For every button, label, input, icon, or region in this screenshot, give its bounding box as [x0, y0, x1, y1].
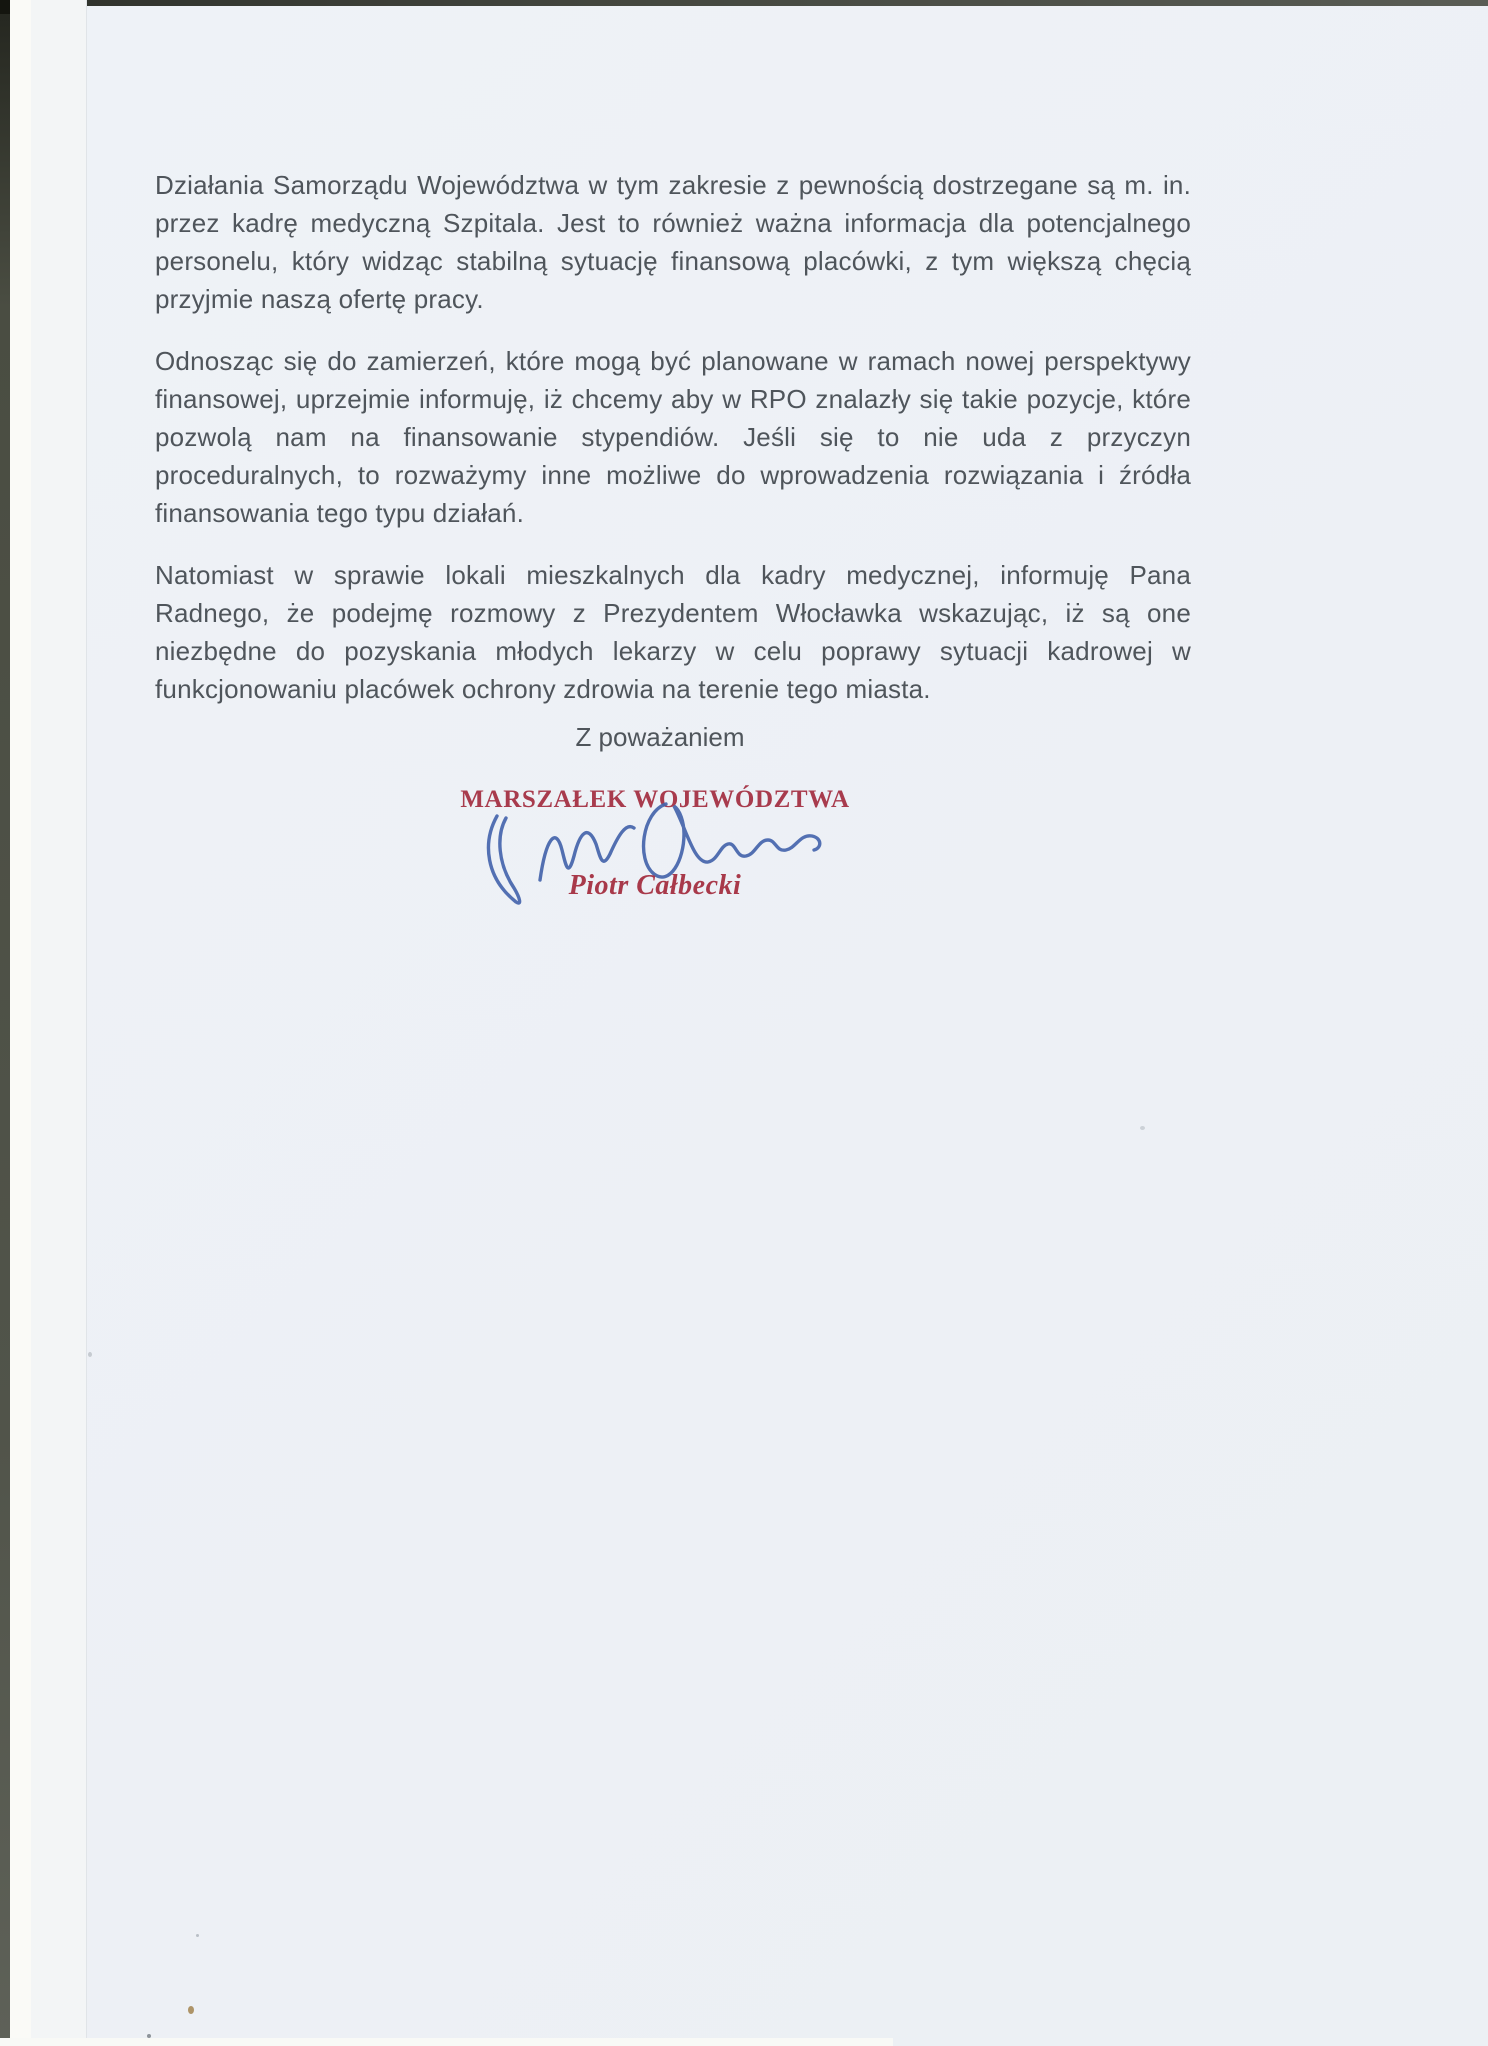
- paper-edge-strip: [31, 0, 87, 2046]
- stamp-title: MARSZAŁEK WOJEWÓDZTWA: [460, 786, 850, 813]
- scan-edge-top: [0, 0, 1488, 6]
- scan-edge-left: [0, 0, 10, 2046]
- dust-speck: [196, 1934, 199, 1937]
- letter-body: [155, 166, 1191, 732]
- scan-edge-bottom: [0, 2038, 893, 2046]
- paragraph: Działania Samorządu Województwa w tym zakresie z pewnością dostrzegane są m. in. przez kadrę medyczną Szpitala. Jest to również ważna informacja dla potencjalnego personelu, który widząc stabilną sytuację finansową placówki, z tym większą chęcią przyjmie naszą ofertę pracy.: [155, 170, 1191, 314]
- paragraph: Odnosząc się do zamierzeń, które mogą być planowane w ramach nowej perspektywy finansowej, uprzejmie informuję, iż chcemy aby w RPO znalazły się takie pozycje, które pozwolą nam na finansowanie stypendiów. Jeśli się to nie uda z przyczyn proceduralnych, to rozważymy inne możliwe do wprowadzenia rozwiązania i źródła finansowania tego typu działań.: [155, 346, 1191, 528]
- dust-speck: [1140, 1126, 1145, 1130]
- dust-speck: [188, 2006, 194, 2014]
- signer-name: Piotr Całbecki: [568, 870, 742, 901]
- dust-speck: [147, 2034, 151, 2038]
- paper-white-strip: [10, 0, 31, 2046]
- dust-speck: [88, 1352, 92, 1357]
- paragraph: Natomiast w sprawie lokali mieszkalnych dla kadry medycznej, informuję Pana Radnego, że podejmę rozmowy z Prezydentem Włocławka wskazując, iż są one niezbędne do pozyskania młodych lekarzy w celu poprawy sytuacji kadrowej w funkcjonowaniu placówek ochrony zdrowia na terenie tego miasta.: [155, 560, 1191, 704]
- closing-line: Z poważaniem: [575, 722, 745, 752]
